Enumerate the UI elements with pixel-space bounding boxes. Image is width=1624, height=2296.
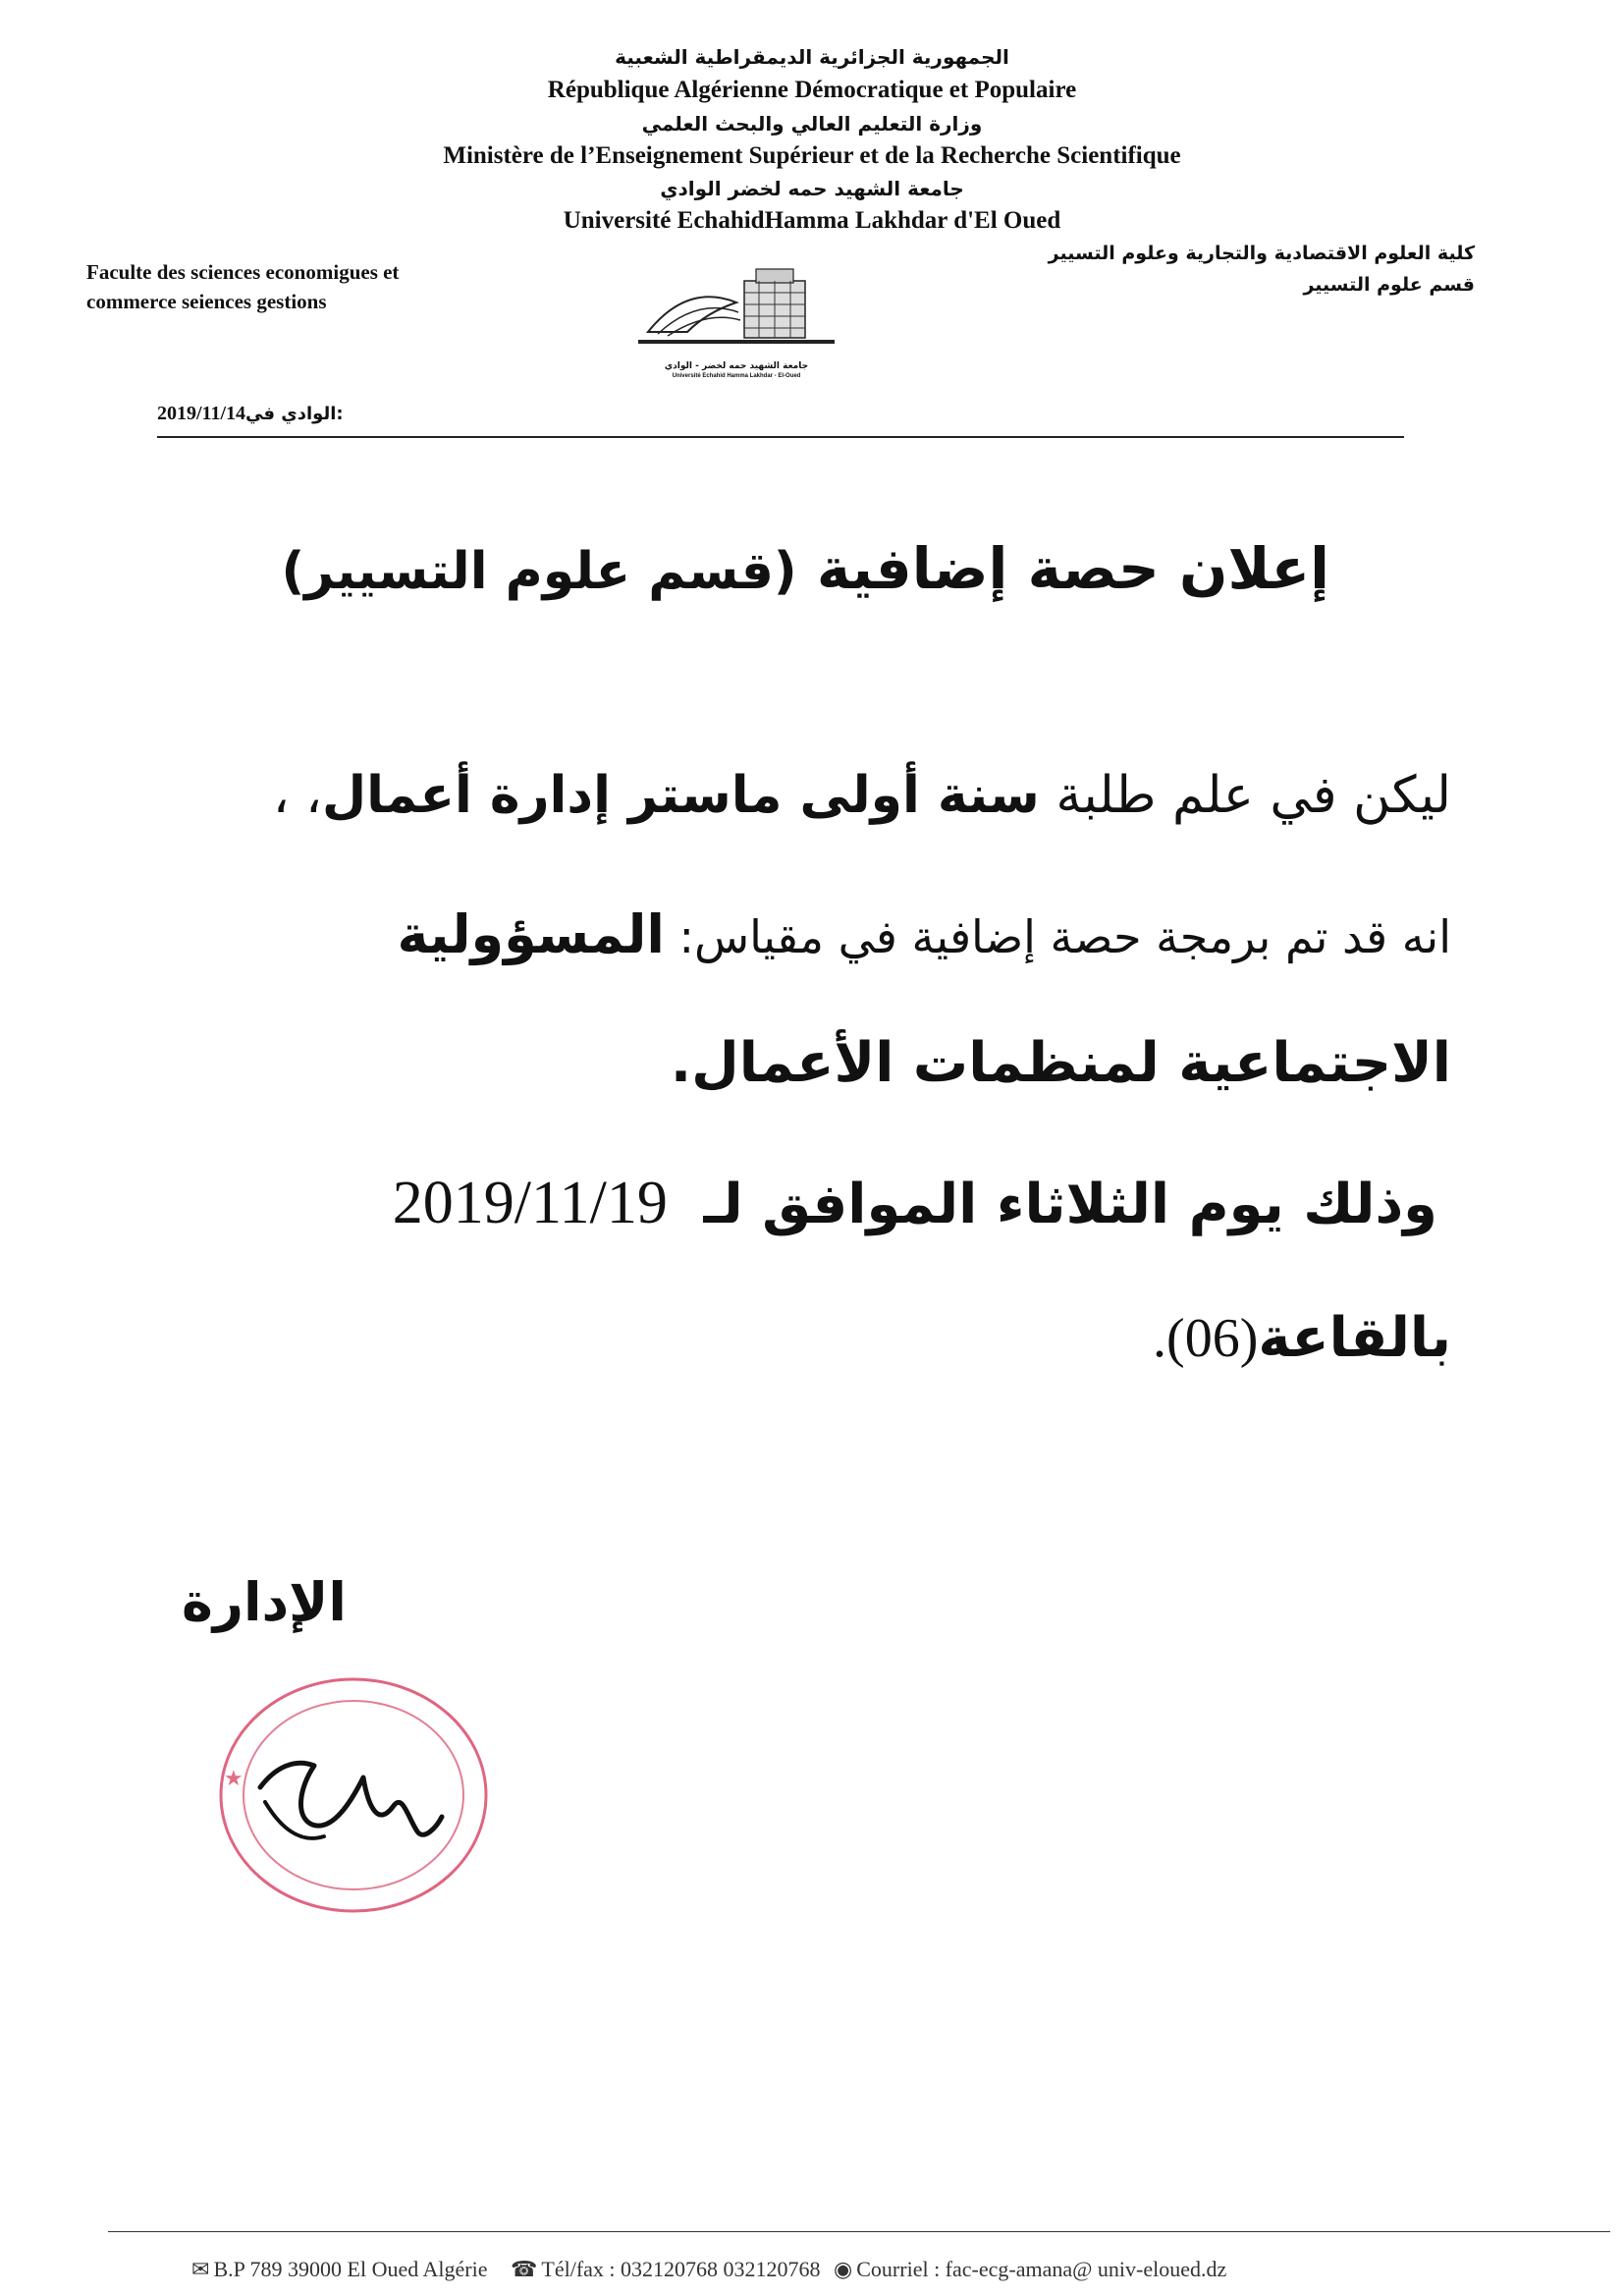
faculty-fr-line1: Faculte des sciences economigues et	[86, 260, 400, 284]
header-university-fr: Université EchahidHamma Lakhdar d'El Oued	[563, 207, 1061, 234]
faculty-fr-line2: commerce seiences gestions	[86, 290, 327, 313]
session-date: 2019/11/19	[392, 1170, 668, 1236]
faculty-ar	[964, 238, 1475, 301]
body-line-3: الاجتماعية لمنظمات الأعمال.	[670, 1031, 1451, 1095]
footer-address: B.P 789 39000 El Oued Algérie	[213, 2257, 488, 2281]
body-line-2-bold: المسؤولية	[397, 903, 665, 965]
body-line-1-normal: ليكن في علم طلبة	[1039, 766, 1451, 825]
body-line-1-end: ، ،	[272, 766, 322, 825]
body-line-2	[155, 903, 1451, 965]
envelope-icon: ✉	[191, 2257, 210, 2281]
logo-caption-ar: جامعة الشهيد حمه لخضر - الوادي	[664, 361, 809, 371]
body-line-5-bold: بالقاعة	[1258, 1306, 1451, 1370]
email-icon: ◉	[834, 2257, 853, 2281]
footer-email: Courriel : fac-ecg-amana@ univ-eloued.dz	[856, 2257, 1227, 2281]
announcement-title	[281, 535, 1329, 602]
faculty-fr	[86, 257, 518, 316]
header-university-ar: جامعة الشهيد حمه لخضر الوادي	[660, 177, 964, 200]
header-ministry-fr: Ministère de l’Enseignement Supérieur et de la Recherche Scientifique	[443, 142, 1181, 169]
announcement-title-main: إعلان حصة إضافية	[816, 535, 1329, 602]
header-divider	[157, 436, 1404, 438]
body-line-2-normal: انه قد تم برمجة حصة إضافية في مقياس:	[664, 910, 1451, 963]
body-line-4	[141, 1169, 1437, 1238]
university-logo-icon	[628, 263, 844, 356]
date-label: الوادي في:	[245, 404, 344, 424]
official-stamp	[206, 1660, 501, 1925]
header-republic-ar: الجمهورية الجزائرية الديمقراطية الشعبية	[615, 45, 1009, 69]
room-number: (06).	[1153, 1308, 1259, 1369]
date-value: 2019/11/14	[157, 403, 246, 424]
university-logo	[628, 263, 844, 381]
header-republic-fr: République Algérienne Démocratique et Populaire	[547, 77, 1077, 103]
header-ministry-ar: وزارة التعليم العالي والبحث العلمي	[641, 112, 983, 136]
date-line	[157, 403, 344, 425]
footer	[191, 2257, 1226, 2282]
body-line-1	[135, 766, 1451, 825]
body-line-4-bold: وذلك يوم الثلاثاء الموافق لـ	[703, 1173, 1437, 1236]
phone-icon: ☎	[511, 2257, 538, 2281]
body-line-5	[155, 1306, 1451, 1370]
svg-text:★: ★	[224, 1767, 244, 1791]
faculty-ar-name: كلية العلوم الاقتصادية والتجارية وعلوم التسيير	[1048, 243, 1475, 264]
body-line-1-bold: سنة أولى ماستر إدارة أعمال	[321, 766, 1040, 825]
department-ar-name: قسم علوم التسيير	[1303, 274, 1475, 296]
announcement-title-paren: (قسم علوم التسيير)	[281, 542, 797, 601]
footer-divider	[108, 2231, 1610, 2232]
stamp-seal-icon	[206, 1660, 501, 1925]
footer-phone: Tél/fax : 032120768 032120768	[541, 2257, 821, 2281]
signature-title: الإدارة	[182, 1571, 347, 1633]
logo-caption-fr: Université Echahid Hamma Lakhdar - El-Oued	[672, 373, 801, 379]
